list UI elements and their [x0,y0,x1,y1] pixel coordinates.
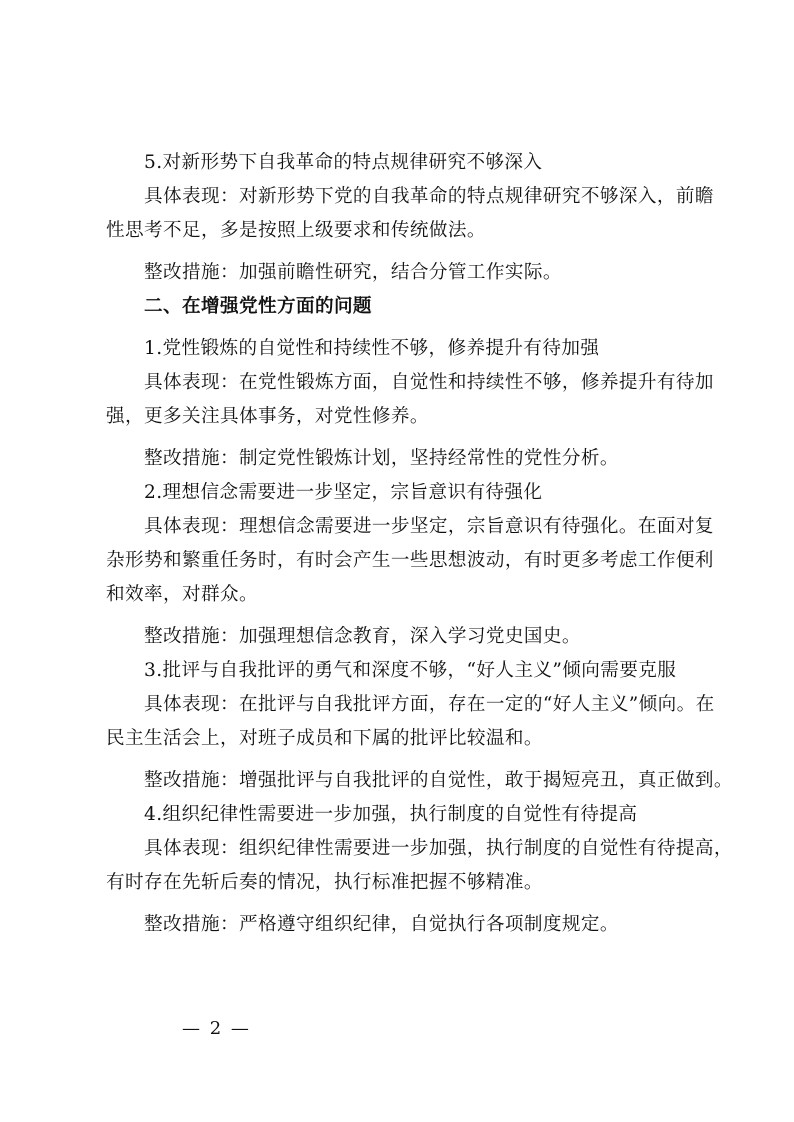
paragraph-line: 民主生活会上，对班子成员和下属的批评比较温和。 [106,728,543,749]
subheading-item-5: 5.对新形势下自我革命的特点规律研究不够深入 [144,152,543,173]
subheading-item-1: 1.党性锻炼的自觉性和持续性不够，修养提升有待加强 [144,338,600,359]
paragraph-rectification: 整改措施：制定党性锻炼计划，坚持经常性的党性分析。 [144,448,619,469]
paragraph-line: 有时存在先斩后奏的情况，执行标准把握不够精准。 [106,872,543,893]
paragraph-line: 强，更多关注具体事务，对党性修养。 [106,406,429,427]
paragraph-line: 杂形势和繁重任务时，有时会产生一些思想波动，有时更多考虑工作便利 [106,550,714,571]
paragraph-line: 具体表现：理想信念需要进一步坚定，宗旨意识有待强化。在面对复 [144,516,714,537]
paragraph-manifestation [106,366,714,434]
subheading-item-2: 2.理想信念需要进一步坚定，宗旨意识有待强化 [144,482,543,503]
paragraph-rectification: 整改措施：加强前瞻性研究，结合分管工作实际。 [144,262,562,283]
paragraph-manifestation [106,180,714,248]
paragraph-line: 性思考不足，多是按照上级要求和传统做法。 [106,220,486,241]
page-number: — 2 — [182,1018,251,1039]
paragraph-manifestation [106,510,714,612]
section-heading: 二、在增强党性方面的问题 [144,296,372,317]
document-body [106,146,733,942]
paragraph-line: 具体表现：在党性锻炼方面，自觉性和持续性不够，修养提升有待加 [144,372,714,393]
paragraph-rectification: 整改措施：增强批评与自我批评的自觉性，敢于揭短亮丑，真正做到。 [144,770,733,791]
paragraph-rectification: 整改措施：加强理想信念教育，深入学习党史国史。 [144,626,581,647]
paragraph-line: 具体表现：对新形势下党的自我革命的特点规律研究不够深入，前瞻 [144,186,714,207]
paragraph-line: 具体表现：组织纪律性需要进一步加强，执行制度的自觉性有待提高， [144,838,733,859]
paragraph-manifestation [106,688,715,756]
paragraph-line: 和效率，对群众。 [106,584,258,605]
subheading-item-3: 3.批评与自我批评的勇气和深度不够，“好人主义”倾向需要克服 [144,660,677,681]
paragraph-manifestation [106,832,733,900]
paragraph-line: 具体表现：在批评与自我批评方面，存在一定的“好人主义”倾向。在 [144,694,715,715]
subheading-item-4: 4.组织纪律性需要进一步加强，执行制度的自觉性有待提高 [144,804,638,825]
paragraph-rectification: 整改措施：严格遵守组织纪律，自觉执行各项制度规定。 [144,914,619,935]
